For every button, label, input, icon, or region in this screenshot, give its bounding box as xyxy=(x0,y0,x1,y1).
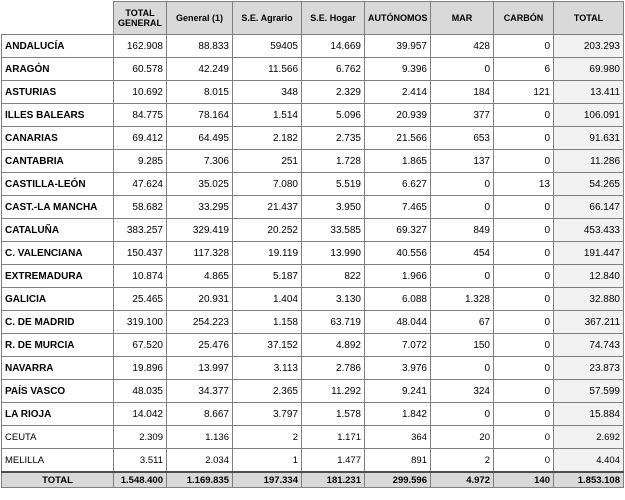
region-name-cell: CANTABRIA xyxy=(2,150,114,173)
value-cell: 0 xyxy=(494,288,554,311)
column-header-carbon: CARBÓN xyxy=(494,2,554,35)
table-row xyxy=(2,35,624,58)
value-cell: 13.990 xyxy=(302,242,365,265)
value-cell: 0 xyxy=(431,58,494,81)
table-row xyxy=(2,242,624,265)
value-cell: 6.762 xyxy=(302,58,365,81)
value-cell: 2.034 xyxy=(167,449,233,473)
value-cell: 20.931 xyxy=(167,288,233,311)
value-cell: 2 xyxy=(431,449,494,473)
value-cell: 21.566 xyxy=(365,127,431,150)
column-header-se-hogar: S.E. Hogar xyxy=(302,2,365,35)
region-name-cell: ARAGÓN xyxy=(2,58,114,81)
table-row xyxy=(2,311,624,334)
value-cell: 1.328 xyxy=(431,288,494,311)
value-cell: 0 xyxy=(494,334,554,357)
data-table xyxy=(1,1,624,488)
value-cell: 11.566 xyxy=(233,58,302,81)
value-cell: 14.042 xyxy=(114,403,167,426)
value-cell: 13 xyxy=(494,173,554,196)
value-cell: 3.976 xyxy=(365,357,431,380)
value-cell: 251 xyxy=(233,150,302,173)
value-cell: 1.477 xyxy=(302,449,365,473)
row-total-cell: 203.293 xyxy=(554,35,624,58)
value-cell: 1.514 xyxy=(233,104,302,127)
value-cell: 3.130 xyxy=(302,288,365,311)
value-cell: 14.669 xyxy=(302,35,365,58)
header-row xyxy=(2,2,624,35)
total-cell: 4.972 xyxy=(431,472,494,488)
value-cell: 137 xyxy=(431,150,494,173)
value-cell: 67.520 xyxy=(114,334,167,357)
value-cell: 2.182 xyxy=(233,127,302,150)
value-cell: 2.329 xyxy=(302,81,365,104)
value-cell: 0 xyxy=(431,265,494,288)
value-cell: 150.437 xyxy=(114,242,167,265)
value-cell: 0 xyxy=(431,403,494,426)
table-row xyxy=(2,288,624,311)
row-total-cell: 74.743 xyxy=(554,334,624,357)
value-cell: 0 xyxy=(494,242,554,265)
value-cell: 0 xyxy=(494,403,554,426)
row-total-cell: 453.433 xyxy=(554,219,624,242)
row-total-cell: 4.404 xyxy=(554,449,624,473)
row-total-cell: 91.631 xyxy=(554,127,624,150)
value-cell: 7.072 xyxy=(365,334,431,357)
region-name-cell: R. DE MURCIA xyxy=(2,334,114,357)
region-name-cell: CASTILLA-LEÓN xyxy=(2,173,114,196)
value-cell: 9.241 xyxy=(365,380,431,403)
region-name-cell: ILLES BALEARS xyxy=(2,104,114,127)
region-name-cell: ANDALUCÍA xyxy=(2,35,114,58)
value-cell: 150 xyxy=(431,334,494,357)
value-cell: 0 xyxy=(494,449,554,473)
row-total-cell: 12.840 xyxy=(554,265,624,288)
value-cell: 48.044 xyxy=(365,311,431,334)
value-cell: 0 xyxy=(494,219,554,242)
table-body xyxy=(2,35,624,473)
value-cell: 0 xyxy=(494,380,554,403)
region-name-cell: CEUTA xyxy=(2,426,114,449)
value-cell: 329.419 xyxy=(167,219,233,242)
value-cell: 2.786 xyxy=(302,357,365,380)
row-total-cell: 57.599 xyxy=(554,380,624,403)
value-cell: 9.285 xyxy=(114,150,167,173)
row-total-cell: 54.265 xyxy=(554,173,624,196)
value-cell: 42.249 xyxy=(167,58,233,81)
value-cell: 0 xyxy=(494,357,554,380)
value-cell: 69.412 xyxy=(114,127,167,150)
value-cell: 11.292 xyxy=(302,380,365,403)
value-cell: 4.865 xyxy=(167,265,233,288)
value-cell: 64.495 xyxy=(167,127,233,150)
value-cell: 69.327 xyxy=(365,219,431,242)
value-cell: 8.015 xyxy=(167,81,233,104)
region-name-cell: PAÍS VASCO xyxy=(2,380,114,403)
table-row xyxy=(2,58,624,81)
region-name-cell: CANARIAS xyxy=(2,127,114,150)
value-cell: 0 xyxy=(494,311,554,334)
column-header-total: TOTAL xyxy=(554,2,624,35)
value-cell: 1.404 xyxy=(233,288,302,311)
value-cell: 184 xyxy=(431,81,494,104)
value-cell: 0 xyxy=(494,426,554,449)
table-row xyxy=(2,81,624,104)
value-cell: 2.735 xyxy=(302,127,365,150)
value-cell: 3.950 xyxy=(302,196,365,219)
value-cell: 25.476 xyxy=(167,334,233,357)
value-cell: 67 xyxy=(431,311,494,334)
table-row xyxy=(2,357,624,380)
value-cell: 19.896 xyxy=(114,357,167,380)
total-row-label: TOTAL xyxy=(2,472,114,488)
row-total-cell: 32.880 xyxy=(554,288,624,311)
header-corner xyxy=(2,2,114,35)
column-header-total-general: TOTAL GENERAL xyxy=(114,2,167,35)
value-cell: 3.113 xyxy=(233,357,302,380)
row-total-cell: 69.980 xyxy=(554,58,624,81)
value-cell: 7.306 xyxy=(167,150,233,173)
table-row xyxy=(2,426,624,449)
value-cell: 891 xyxy=(365,449,431,473)
value-cell: 8.667 xyxy=(167,403,233,426)
value-cell: 37.152 xyxy=(233,334,302,357)
value-cell: 35.025 xyxy=(167,173,233,196)
column-header-autonomos: AUTÓNOMOS xyxy=(365,2,431,35)
value-cell: 7.465 xyxy=(365,196,431,219)
table-row xyxy=(2,265,624,288)
value-cell: 0 xyxy=(494,265,554,288)
table-row xyxy=(2,173,624,196)
row-total-cell: 15.884 xyxy=(554,403,624,426)
total-row xyxy=(2,472,624,488)
total-cell: 299.596 xyxy=(365,472,431,488)
value-cell: 1.158 xyxy=(233,311,302,334)
value-cell: 0 xyxy=(494,35,554,58)
value-cell: 117.328 xyxy=(167,242,233,265)
table-row xyxy=(2,127,624,150)
row-total-cell: 367.211 xyxy=(554,311,624,334)
row-total-cell: 11.286 xyxy=(554,150,624,173)
total-cell: 197.334 xyxy=(233,472,302,488)
row-total-cell: 191.447 xyxy=(554,242,624,265)
value-cell: 822 xyxy=(302,265,365,288)
total-cell: 1.853.108 xyxy=(554,472,624,488)
value-cell: 40.556 xyxy=(365,242,431,265)
value-cell: 849 xyxy=(431,219,494,242)
value-cell: 121 xyxy=(494,81,554,104)
column-header-general: General (1) xyxy=(167,2,233,35)
value-cell: 3.511 xyxy=(114,449,167,473)
region-name-cell: LA RIOJA xyxy=(2,403,114,426)
table-row xyxy=(2,104,624,127)
value-cell: 39.957 xyxy=(365,35,431,58)
value-cell: 48.035 xyxy=(114,380,167,403)
value-cell: 84.775 xyxy=(114,104,167,127)
value-cell: 1.578 xyxy=(302,403,365,426)
value-cell: 10.874 xyxy=(114,265,167,288)
row-total-cell: 23.873 xyxy=(554,357,624,380)
row-total-cell: 66.147 xyxy=(554,196,624,219)
value-cell: 364 xyxy=(365,426,431,449)
value-cell: 47.624 xyxy=(114,173,167,196)
value-cell: 0 xyxy=(431,173,494,196)
table-row xyxy=(2,334,624,357)
region-name-cell: MELILLA xyxy=(2,449,114,473)
value-cell: 653 xyxy=(431,127,494,150)
value-cell: 19.119 xyxy=(233,242,302,265)
value-cell: 377 xyxy=(431,104,494,127)
total-cell: 1.548.400 xyxy=(114,472,167,488)
value-cell: 1.136 xyxy=(167,426,233,449)
value-cell: 428 xyxy=(431,35,494,58)
value-cell: 1.171 xyxy=(302,426,365,449)
value-cell: 0 xyxy=(431,357,494,380)
region-name-cell: CATALUÑA xyxy=(2,219,114,242)
region-name-cell: EXTREMADURA xyxy=(2,265,114,288)
value-cell: 1.966 xyxy=(365,265,431,288)
value-cell: 324 xyxy=(431,380,494,403)
value-cell: 5.187 xyxy=(233,265,302,288)
value-cell: 2.309 xyxy=(114,426,167,449)
value-cell: 0 xyxy=(494,196,554,219)
value-cell: 60.578 xyxy=(114,58,167,81)
table-row xyxy=(2,150,624,173)
region-name-cell: C. DE MADRID xyxy=(2,311,114,334)
row-total-cell: 2.692 xyxy=(554,426,624,449)
value-cell: 383.257 xyxy=(114,219,167,242)
value-cell: 6.088 xyxy=(365,288,431,311)
value-cell: 78.164 xyxy=(167,104,233,127)
value-cell: 1.842 xyxy=(365,403,431,426)
value-cell: 34.377 xyxy=(167,380,233,403)
value-cell: 33.585 xyxy=(302,219,365,242)
region-name-cell: ASTURIAS xyxy=(2,81,114,104)
value-cell: 10.692 xyxy=(114,81,167,104)
value-cell: 0 xyxy=(494,104,554,127)
value-cell: 20.939 xyxy=(365,104,431,127)
row-total-cell: 13.411 xyxy=(554,81,624,104)
value-cell: 454 xyxy=(431,242,494,265)
value-cell: 88.833 xyxy=(167,35,233,58)
value-cell: 20.252 xyxy=(233,219,302,242)
region-name-cell: NAVARRA xyxy=(2,357,114,380)
region-name-cell: C. VALENCIANA xyxy=(2,242,114,265)
value-cell: 2.414 xyxy=(365,81,431,104)
value-cell: 162.908 xyxy=(114,35,167,58)
total-cell: 140 xyxy=(494,472,554,488)
value-cell: 2 xyxy=(233,426,302,449)
table-row xyxy=(2,196,624,219)
region-name-cell: CAST.-LA MANCHA xyxy=(2,196,114,219)
value-cell: 20 xyxy=(431,426,494,449)
value-cell: 33.295 xyxy=(167,196,233,219)
value-cell: 0 xyxy=(494,127,554,150)
value-cell: 1.865 xyxy=(365,150,431,173)
value-cell: 63.719 xyxy=(302,311,365,334)
value-cell: 25.465 xyxy=(114,288,167,311)
value-cell: 58.682 xyxy=(114,196,167,219)
value-cell: 3.797 xyxy=(233,403,302,426)
value-cell: 319.100 xyxy=(114,311,167,334)
value-cell: 1.728 xyxy=(302,150,365,173)
value-cell: 2.365 xyxy=(233,380,302,403)
value-cell: 348 xyxy=(233,81,302,104)
total-cell: 181.231 xyxy=(302,472,365,488)
table-row xyxy=(2,219,624,242)
value-cell: 0 xyxy=(431,196,494,219)
value-cell: 4.892 xyxy=(302,334,365,357)
value-cell: 13.997 xyxy=(167,357,233,380)
column-header-se-agrario: S.E. Agrario xyxy=(233,2,302,35)
region-name-cell: GALICIA xyxy=(2,288,114,311)
value-cell: 0 xyxy=(494,150,554,173)
total-cell: 1.169.835 xyxy=(167,472,233,488)
value-cell: 5.519 xyxy=(302,173,365,196)
value-cell: 6.627 xyxy=(365,173,431,196)
value-cell: 1 xyxy=(233,449,302,473)
row-total-cell: 106.091 xyxy=(554,104,624,127)
column-header-mar: MAR xyxy=(431,2,494,35)
table-row xyxy=(2,449,624,473)
table-row xyxy=(2,403,624,426)
value-cell: 59405 xyxy=(233,35,302,58)
value-cell: 6 xyxy=(494,58,554,81)
value-cell: 21.437 xyxy=(233,196,302,219)
value-cell: 5.096 xyxy=(302,104,365,127)
value-cell: 7.080 xyxy=(233,173,302,196)
value-cell: 254.223 xyxy=(167,311,233,334)
value-cell: 9.396 xyxy=(365,58,431,81)
table-row xyxy=(2,380,624,403)
